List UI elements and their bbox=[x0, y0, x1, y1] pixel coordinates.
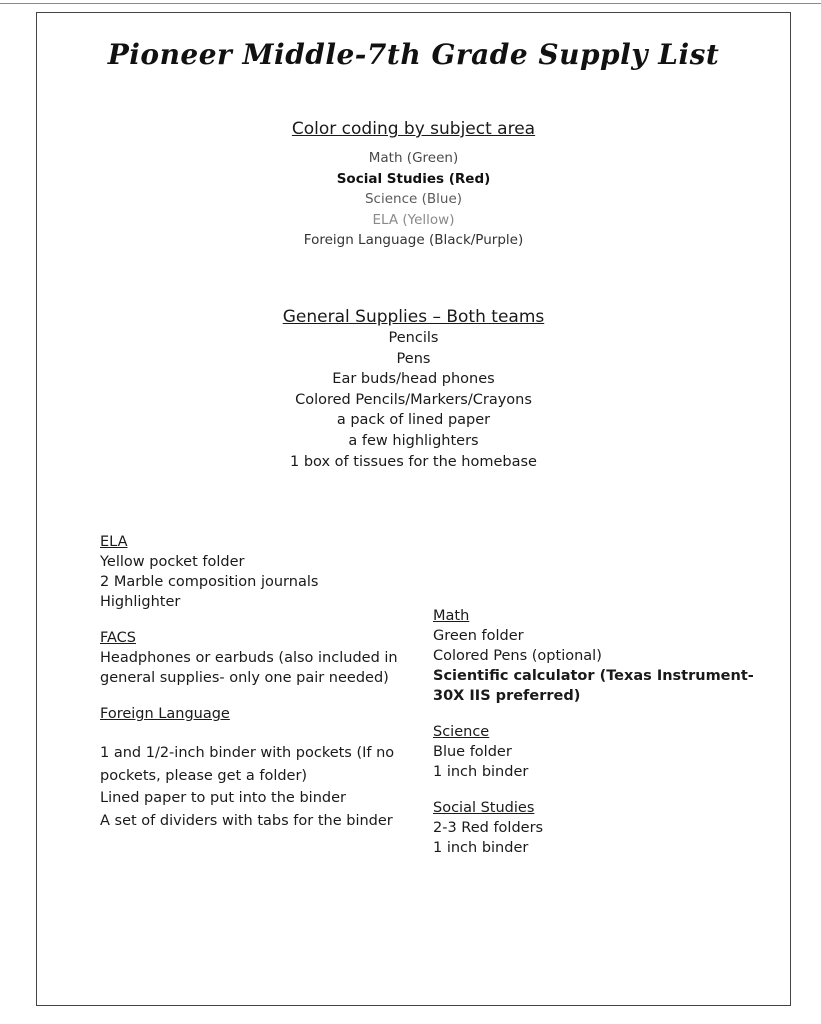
general-supplies-section bbox=[36, 306, 791, 472]
spacer bbox=[433, 782, 763, 798]
left-column bbox=[100, 532, 410, 832]
top-edge-line bbox=[0, 3, 821, 4]
color-coding-heading: Color coding by subject area bbox=[291, 119, 536, 139]
facs-item: Headphones or earbuds (also included in general supplies- only one pair needed) bbox=[100, 650, 398, 686]
science-section bbox=[433, 722, 763, 782]
general-supply-item: Colored Pencils/Markers/Crayons bbox=[295, 391, 532, 408]
general-supply-item: Ear buds/head phones bbox=[332, 371, 495, 388]
ela-item: Highlighter bbox=[100, 594, 181, 610]
color-code-ela: ELA (Yellow) bbox=[372, 211, 455, 228]
foreign-language-items bbox=[100, 742, 410, 832]
color-code-science: Science (Blue) bbox=[364, 191, 463, 208]
foreign-language-section bbox=[100, 704, 410, 832]
color-code-social-studies: Social Studies (Red) bbox=[336, 170, 491, 187]
science-item: Blue folder bbox=[433, 744, 512, 760]
social-studies-section bbox=[433, 798, 763, 858]
foreign-language-item: A set of dividers with tabs for the binder bbox=[100, 812, 393, 829]
general-supply-item: 1 box of tissues for the homebase bbox=[290, 453, 537, 470]
math-section bbox=[433, 606, 763, 706]
general-supplies-heading: General Supplies – Both teams bbox=[282, 307, 545, 327]
ela-heading: ELA bbox=[100, 534, 128, 550]
math-item-calculator: Scientific calculator (Texas Instrument- 30X IIS preferred) bbox=[433, 668, 754, 704]
science-item: 1 inch binder bbox=[433, 764, 529, 780]
color-code-math: Math (Green) bbox=[368, 150, 459, 166]
spacer bbox=[100, 724, 410, 742]
color-coding-section bbox=[36, 118, 791, 251]
ela-item: 2 Marble composition journals bbox=[100, 574, 319, 590]
math-item: Colored Pens (optional) bbox=[433, 648, 602, 664]
foreign-language-item: 1 and 1/2-inch binder with pockets (If no pockets, please get a folder) bbox=[100, 745, 395, 784]
social-studies-item: 1 inch binder bbox=[433, 840, 529, 856]
science-heading: Science bbox=[433, 724, 490, 740]
spacer bbox=[100, 688, 410, 704]
general-supply-item: a few highlighters bbox=[348, 432, 479, 449]
math-item: Green folder bbox=[433, 628, 524, 644]
facs-section bbox=[100, 628, 410, 688]
social-studies-heading: Social Studies bbox=[433, 800, 535, 816]
ela-section bbox=[100, 532, 410, 612]
foreign-language-item: Lined paper to put into the binder bbox=[100, 790, 346, 806]
right-column bbox=[433, 606, 763, 858]
general-supply-item: Pencils bbox=[388, 330, 439, 346]
page-title: Pioneer Middle-7th Grade Supply List bbox=[107, 38, 720, 71]
math-heading: Math bbox=[433, 608, 470, 624]
spacer bbox=[433, 706, 763, 722]
foreign-language-heading: Foreign Language bbox=[100, 706, 230, 722]
spacer bbox=[100, 612, 410, 628]
general-supply-item: a pack of lined paper bbox=[336, 412, 491, 429]
general-supply-item: Pens bbox=[396, 350, 431, 367]
facs-heading: FACS bbox=[100, 630, 137, 646]
social-studies-item: 2-3 Red folders bbox=[433, 820, 544, 836]
ela-item: Yellow pocket folder bbox=[100, 554, 245, 570]
color-code-foreign-language: Foreign Language (Black/Purple) bbox=[303, 232, 524, 249]
